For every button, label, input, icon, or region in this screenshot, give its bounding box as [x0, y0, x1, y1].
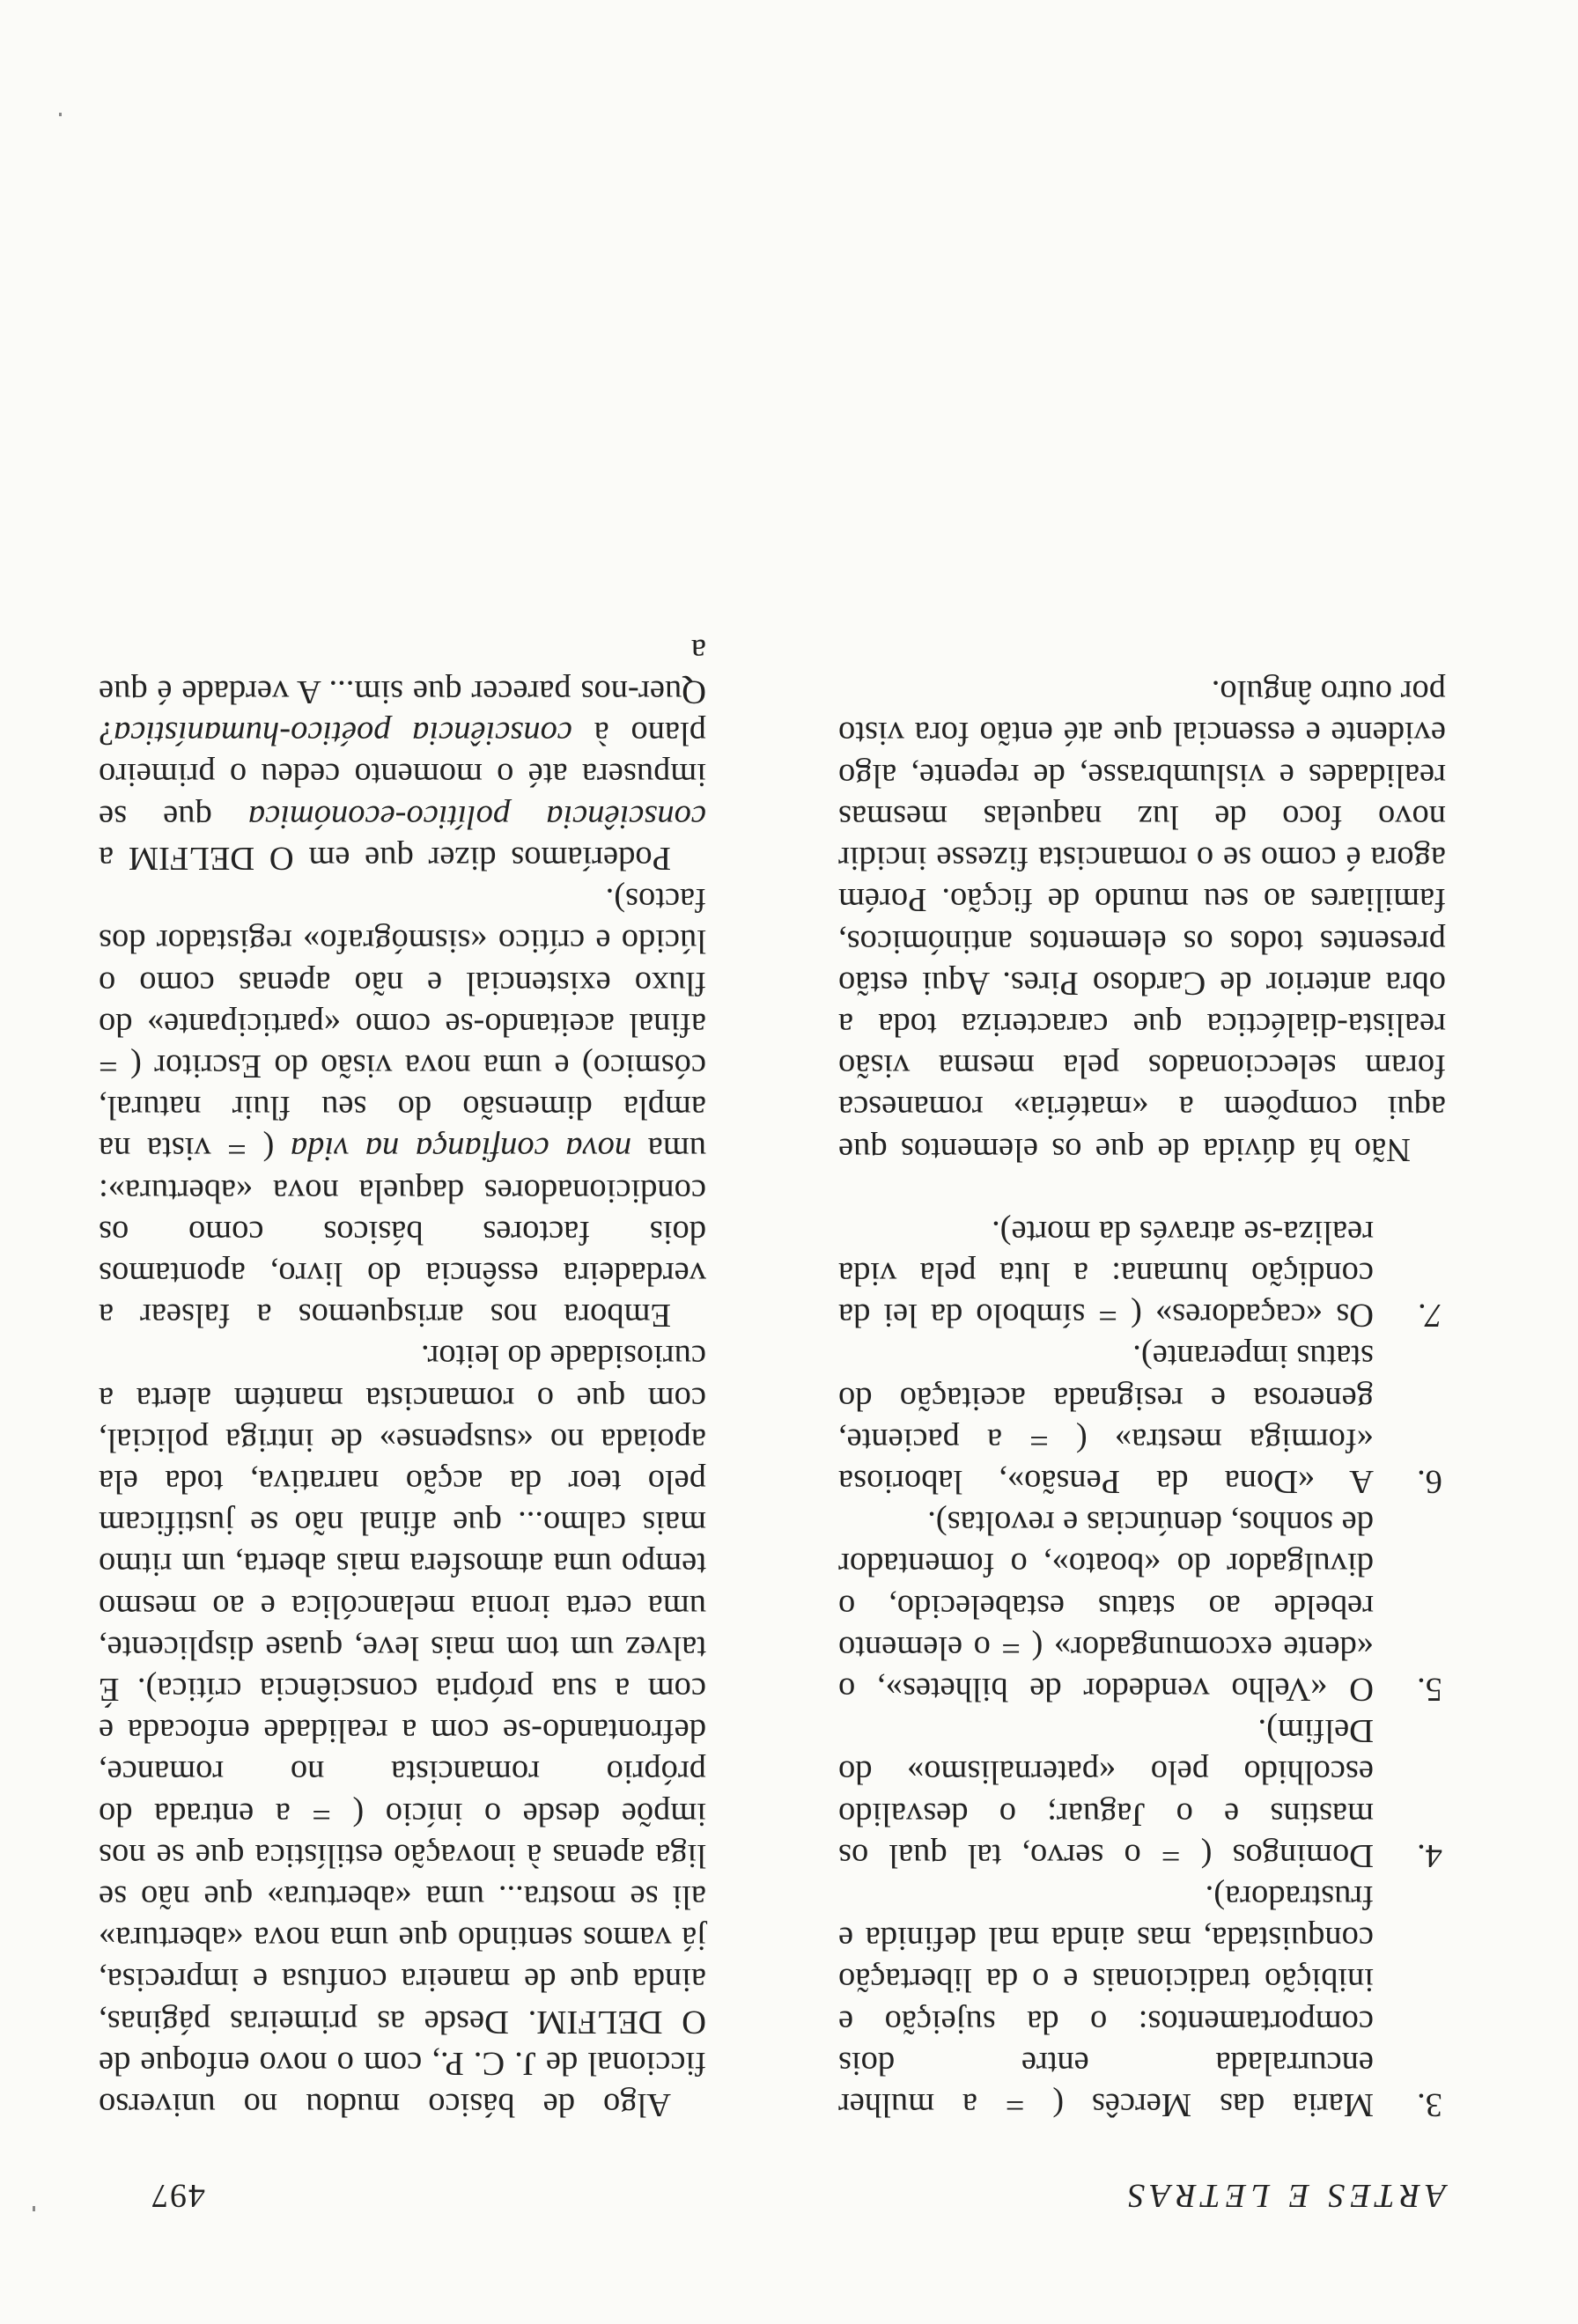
right-column: [99, 629, 706, 2125]
left-column: [838, 671, 1446, 2125]
list-item: [838, 1335, 1446, 1502]
list-item: [838, 1211, 1446, 1336]
paragraph-2-part-a: Embora nos arrisquemos a falsear a verdadeira essência do livro, apontamos dois factores básicos como os condicionadores daquela nova «abertura»: uma: [99, 1130, 706, 1335]
paragraph-3: [99, 629, 706, 879]
paragraph-2-part-b: ( = vista na ampla dimensão do seu fluir natural, cósmico) e uma nova visão do Escritor ( = afinal aceitando-se como «participante» do fluxo existencial e não apenas como o lúcido e crítico «sismógrafo» registador dos factos).: [99, 881, 706, 1168]
list-item-number: 6.: [1417, 1462, 1442, 1500]
scan-speck: [33, 2206, 35, 2211]
paragraph-3-emphasis-2: consciência poético-humanística: [114, 715, 572, 753]
list-item: [838, 1876, 1446, 2125]
list-item-number: 3.: [1417, 2086, 1442, 2123]
list-item-text: A «Dona da Pensão», laboriosa «formiga mestra» ( = a paciente, generosa e resignada aceitação do status imperante).: [838, 1338, 1374, 1500]
paragraph-2: [99, 879, 706, 1335]
paragraph-1: Algo de básico mudou no universo ficcional de J. C. P., com o novo enfoque de O DELFIM. Desde as primeiras páginas, ainda que de maneira confusa e imprecisa, já vamos sentindo que uma nova «abertura» ali se mostra... uma «abertura» que não se liga apenas à inovação estilística que se nos impõe desde o início ( = a entrada do próprio romancista no romance, defrontando-se com a realidade enfocada e com a sua própria consciência crítica). É talvez um tom mais leve, quase displicente, uma certa ironia melancólica e ao mesmo tempo uma atmosfera mais aberta, um ritmo mais calmo... que afinal não se justificam pelo teor da acção narrativa, toda ela apoiada no «suspense» de intriga policial, com que o romancista mantém alerta a curiosidade do leitor.: [99, 1338, 706, 2123]
list-item: [838, 1502, 1446, 1710]
closing-paragraph: Não há dúvida de que os elementos que aqui compõem a «matéria» romanesca foram seleccionados pela mesma visão realista-dialéctica que caracteriza toda a obra anterior de Cardoso Pires. Aqui estão presentes todos os elementos antinómicos, familiares ao seu mundo de ficção. Porém agora é como se o romancista fizesse incidir novo foco de luz naquelas mesmas realidades e vislumbrasse, de repente, algo evidente e essencial que até então fora visto por outro ângulo.: [838, 673, 1446, 1168]
page-header: [132, 2162, 1446, 2215]
running-title: ARTES E LETRAS: [1123, 2177, 1446, 2214]
page-number: 497: [150, 2177, 205, 2214]
paragraph-3-part-c: ? Quer-nos parecer que sim... A verdade é que a: [99, 631, 706, 753]
paragraph-3-part-b: que se impusera até o momento cedeu o primeiro plano à: [99, 715, 706, 835]
list-item-text: Os «caçadores» ( = símbolo da lei da condição humana: a luta pela vida realiza-se através da morte).: [838, 1213, 1374, 1335]
paragraph-3-emphasis-1: consciência político-económica: [247, 798, 706, 835]
list-item-text: O «Velho vendedor de bilhetes», o «dente excomungador» ( = o elemento rebelde ao status estabelecido, o divulgador do «boato», o fomentador de sonhos, denúncias e revoltas).: [838, 1504, 1374, 1708]
list-item-text: Maria das Mercês ( = a mulher encurralada entre dois comportamentos: o da sujeição e inibição tradicionais e o da libertação conquistada, mas ainda mal definida e frustradora).: [838, 1878, 1374, 2123]
scan-speck: [59, 113, 62, 116]
paragraph-3-part-a: Poderíamos dizer que em O DELFIM a: [99, 839, 671, 877]
list-item-text: Domingos ( = o servo, tal qual os mastins e o Jaguar; o desvalido escolhido pelo «paternalismo» do Delfim).: [838, 1712, 1374, 1874]
list-item-number: 7.: [1417, 1297, 1442, 1335]
list-item-number: 5.: [1417, 1670, 1442, 1708]
paragraph-2-emphasis: nova confiança na vida: [290, 1130, 632, 1168]
list-item-number: 4.: [1417, 1836, 1442, 1874]
list-item: [838, 1710, 1446, 1876]
